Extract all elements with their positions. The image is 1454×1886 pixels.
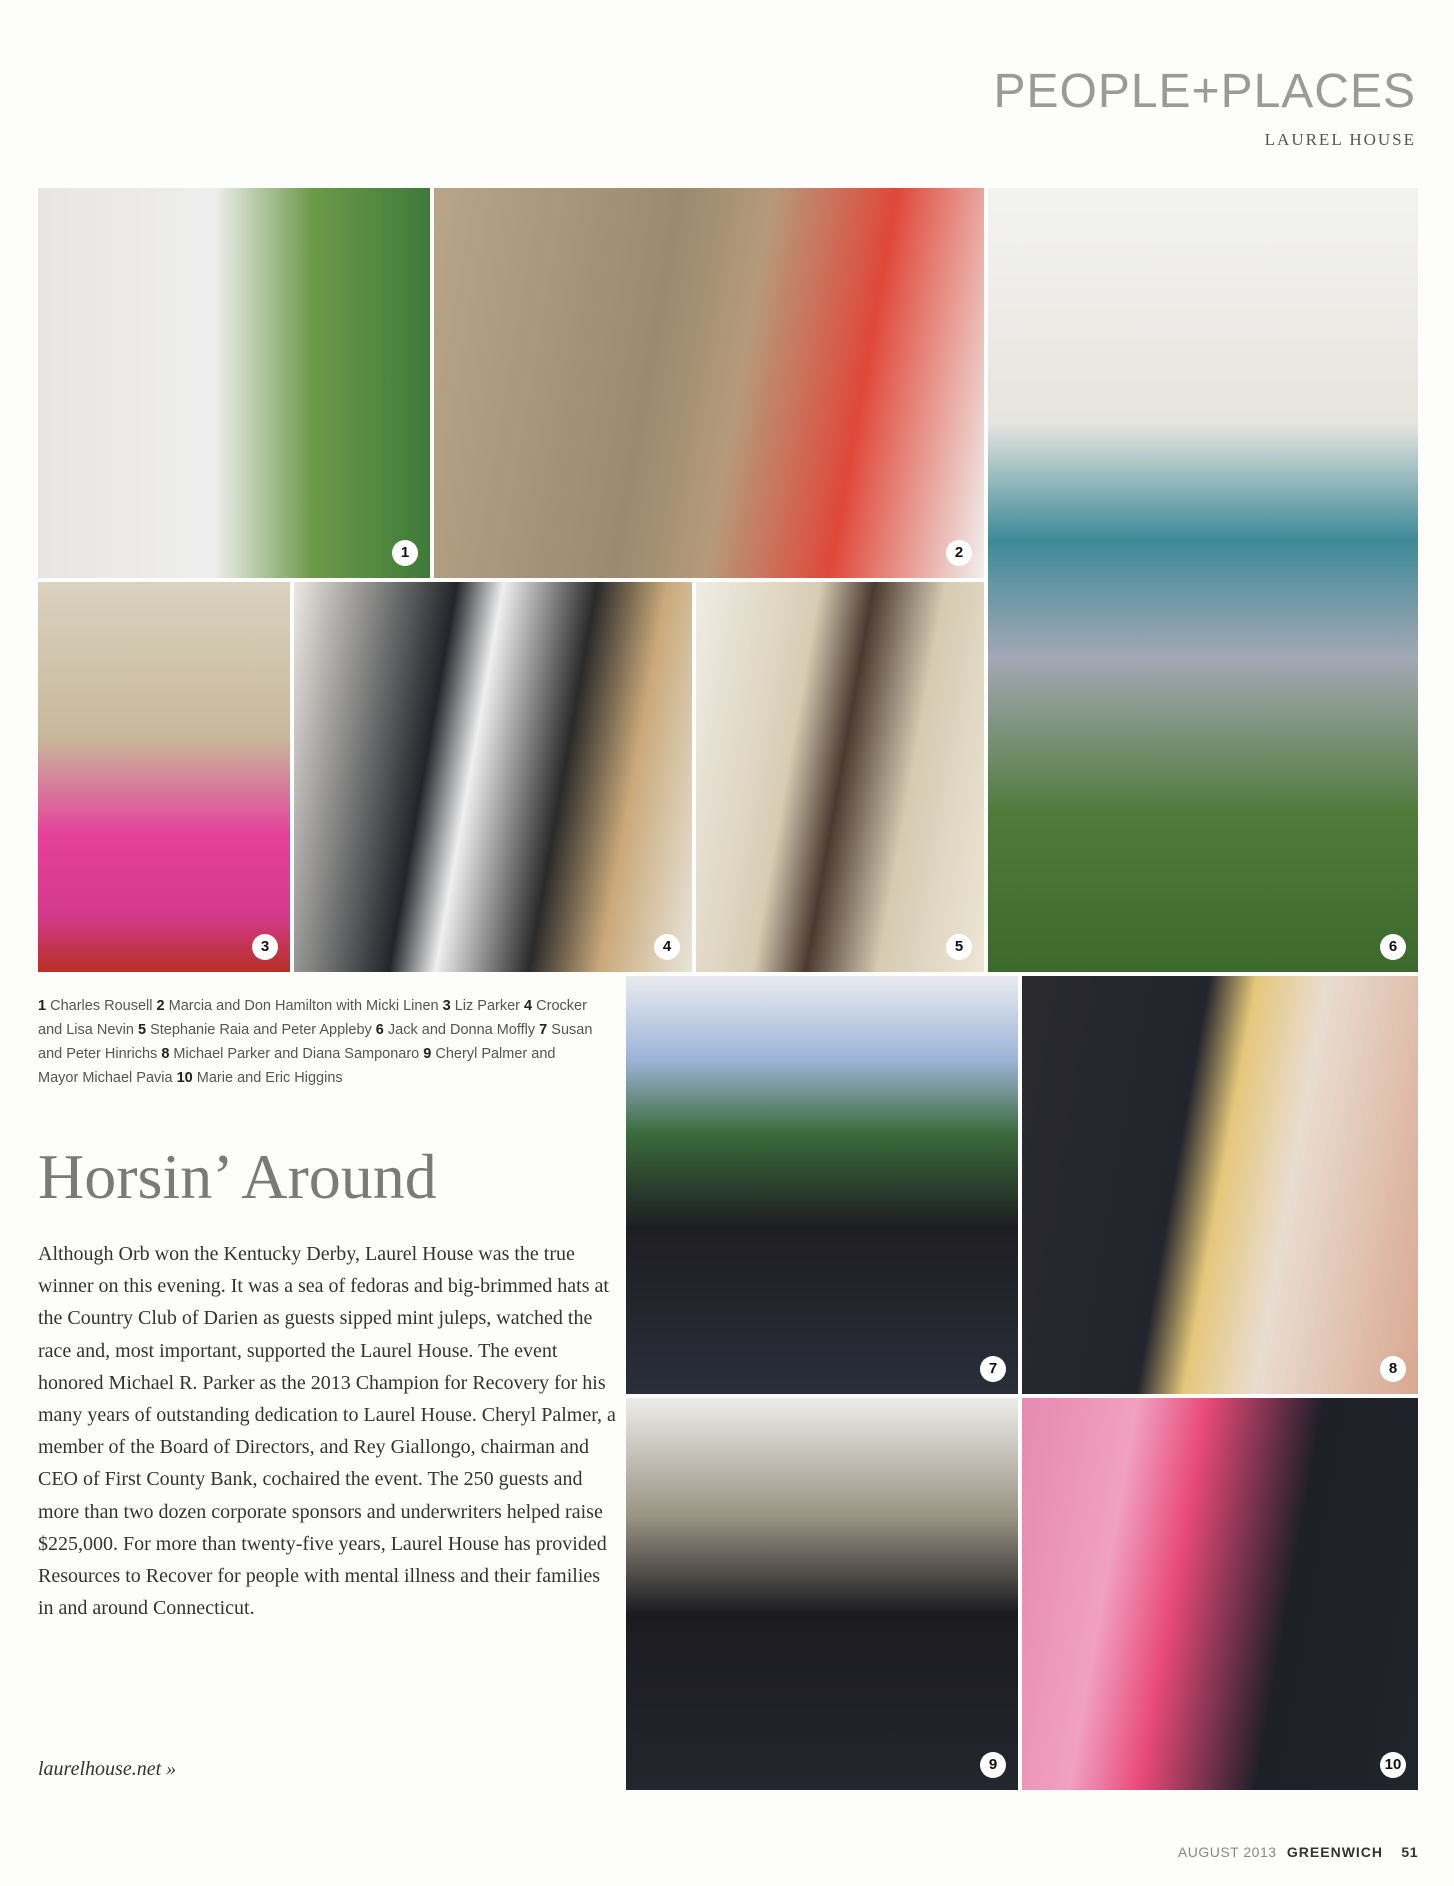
- caption-number: 8: [161, 1046, 170, 1062]
- caption-names: Jack and Donna Moffly: [387, 1022, 536, 1038]
- photo-4: [294, 582, 692, 972]
- photo-1: [38, 188, 430, 578]
- caption-number: 4: [524, 998, 533, 1014]
- photo-number-badge: 3: [252, 934, 278, 960]
- article-headline: Horsin’ Around: [38, 1141, 437, 1212]
- caption-number: 3: [442, 998, 451, 1014]
- caption-number: 10: [176, 1070, 193, 1086]
- photo-number-badge: 10: [1380, 1752, 1406, 1778]
- photo-number-badge: 7: [980, 1356, 1006, 1382]
- caption-names: Marcia and Don Hamilton with Micki Linen: [168, 998, 439, 1014]
- photo-number-badge: 2: [946, 540, 972, 566]
- photo-captions: [38, 994, 598, 1090]
- section-subtitle: LAUREL HOUSE: [1264, 130, 1416, 149]
- caption-names: Michael Parker and Diana Samponaro: [173, 1046, 420, 1062]
- caption-names: Charles Rousell: [50, 998, 153, 1014]
- photo-3: [38, 582, 290, 972]
- caption-number: 6: [375, 1022, 384, 1038]
- issue-date: AUGUST 2013: [1177, 1844, 1277, 1860]
- photo-7: [626, 976, 1018, 1394]
- photo-10: [1022, 1398, 1418, 1790]
- photo-number-badge: 1: [392, 540, 418, 566]
- caption-names: Cheryl Palmer and Mayor Michael Pavia: [38, 1046, 556, 1086]
- caption-number: 9: [423, 1046, 432, 1062]
- photo-6: [988, 188, 1418, 972]
- caption-number: 5: [137, 1022, 147, 1038]
- photo-number-badge: 8: [1380, 1356, 1406, 1382]
- caption-names: Liz Parker: [454, 998, 521, 1014]
- section-title: PEOPLE+PLACES: [993, 65, 1416, 118]
- page-footer: [1178, 1844, 1418, 1860]
- caption-number: 7: [539, 1022, 548, 1038]
- photo-number-badge: 9: [980, 1752, 1006, 1778]
- photo-2: [434, 188, 984, 578]
- photo-8: [1022, 976, 1418, 1394]
- caption-names: Crocker and Lisa Nevin: [38, 998, 587, 1038]
- page-number: 51: [1401, 1844, 1418, 1860]
- photo-number-badge: 6: [1380, 934, 1406, 960]
- photo-number-badge: 5: [946, 934, 972, 960]
- website-link[interactable]: laurelhouse.net »: [38, 1758, 177, 1780]
- caption-names: Susan and Peter Hinrichs: [38, 1022, 593, 1062]
- caption-names: Stephanie Raia and Peter Appleby: [150, 1022, 372, 1038]
- caption-names: Marie and Eric Higgins: [196, 1070, 343, 1086]
- caption-number: 1: [38, 998, 47, 1014]
- magazine-name: GREENWICH: [1286, 1844, 1384, 1860]
- caption-number: 2: [156, 998, 165, 1014]
- photo-5: [696, 582, 984, 972]
- photo-9: [626, 1398, 1018, 1790]
- article-body: Although Orb won the Kentucky Derby, Laurel House was the true winner on this evening. It was a sea of fedoras and big-brimmed hats at the Country Club of Darien as guests sipped mint juleps, watched the race and, most important, supported the Laurel House. The event honored Michael R. Parker as the 2013 Champion for Recovery for his many years of outstanding dedication to Laurel House. Cheryl Palmer, a member of the Board of Directors, and Rey Giallongo, chairman and CEO of First County Bank, cochaired the event. The 250 guests and more than two dozen corporate sponsors and underwriters helped raise $225,000. For more than twenty-five years, Laurel House has provided Resources to Recover for people with mental illness and their families in and around Connecticut.: [38, 1243, 616, 1620]
- photo-number-badge: 4: [654, 934, 680, 960]
